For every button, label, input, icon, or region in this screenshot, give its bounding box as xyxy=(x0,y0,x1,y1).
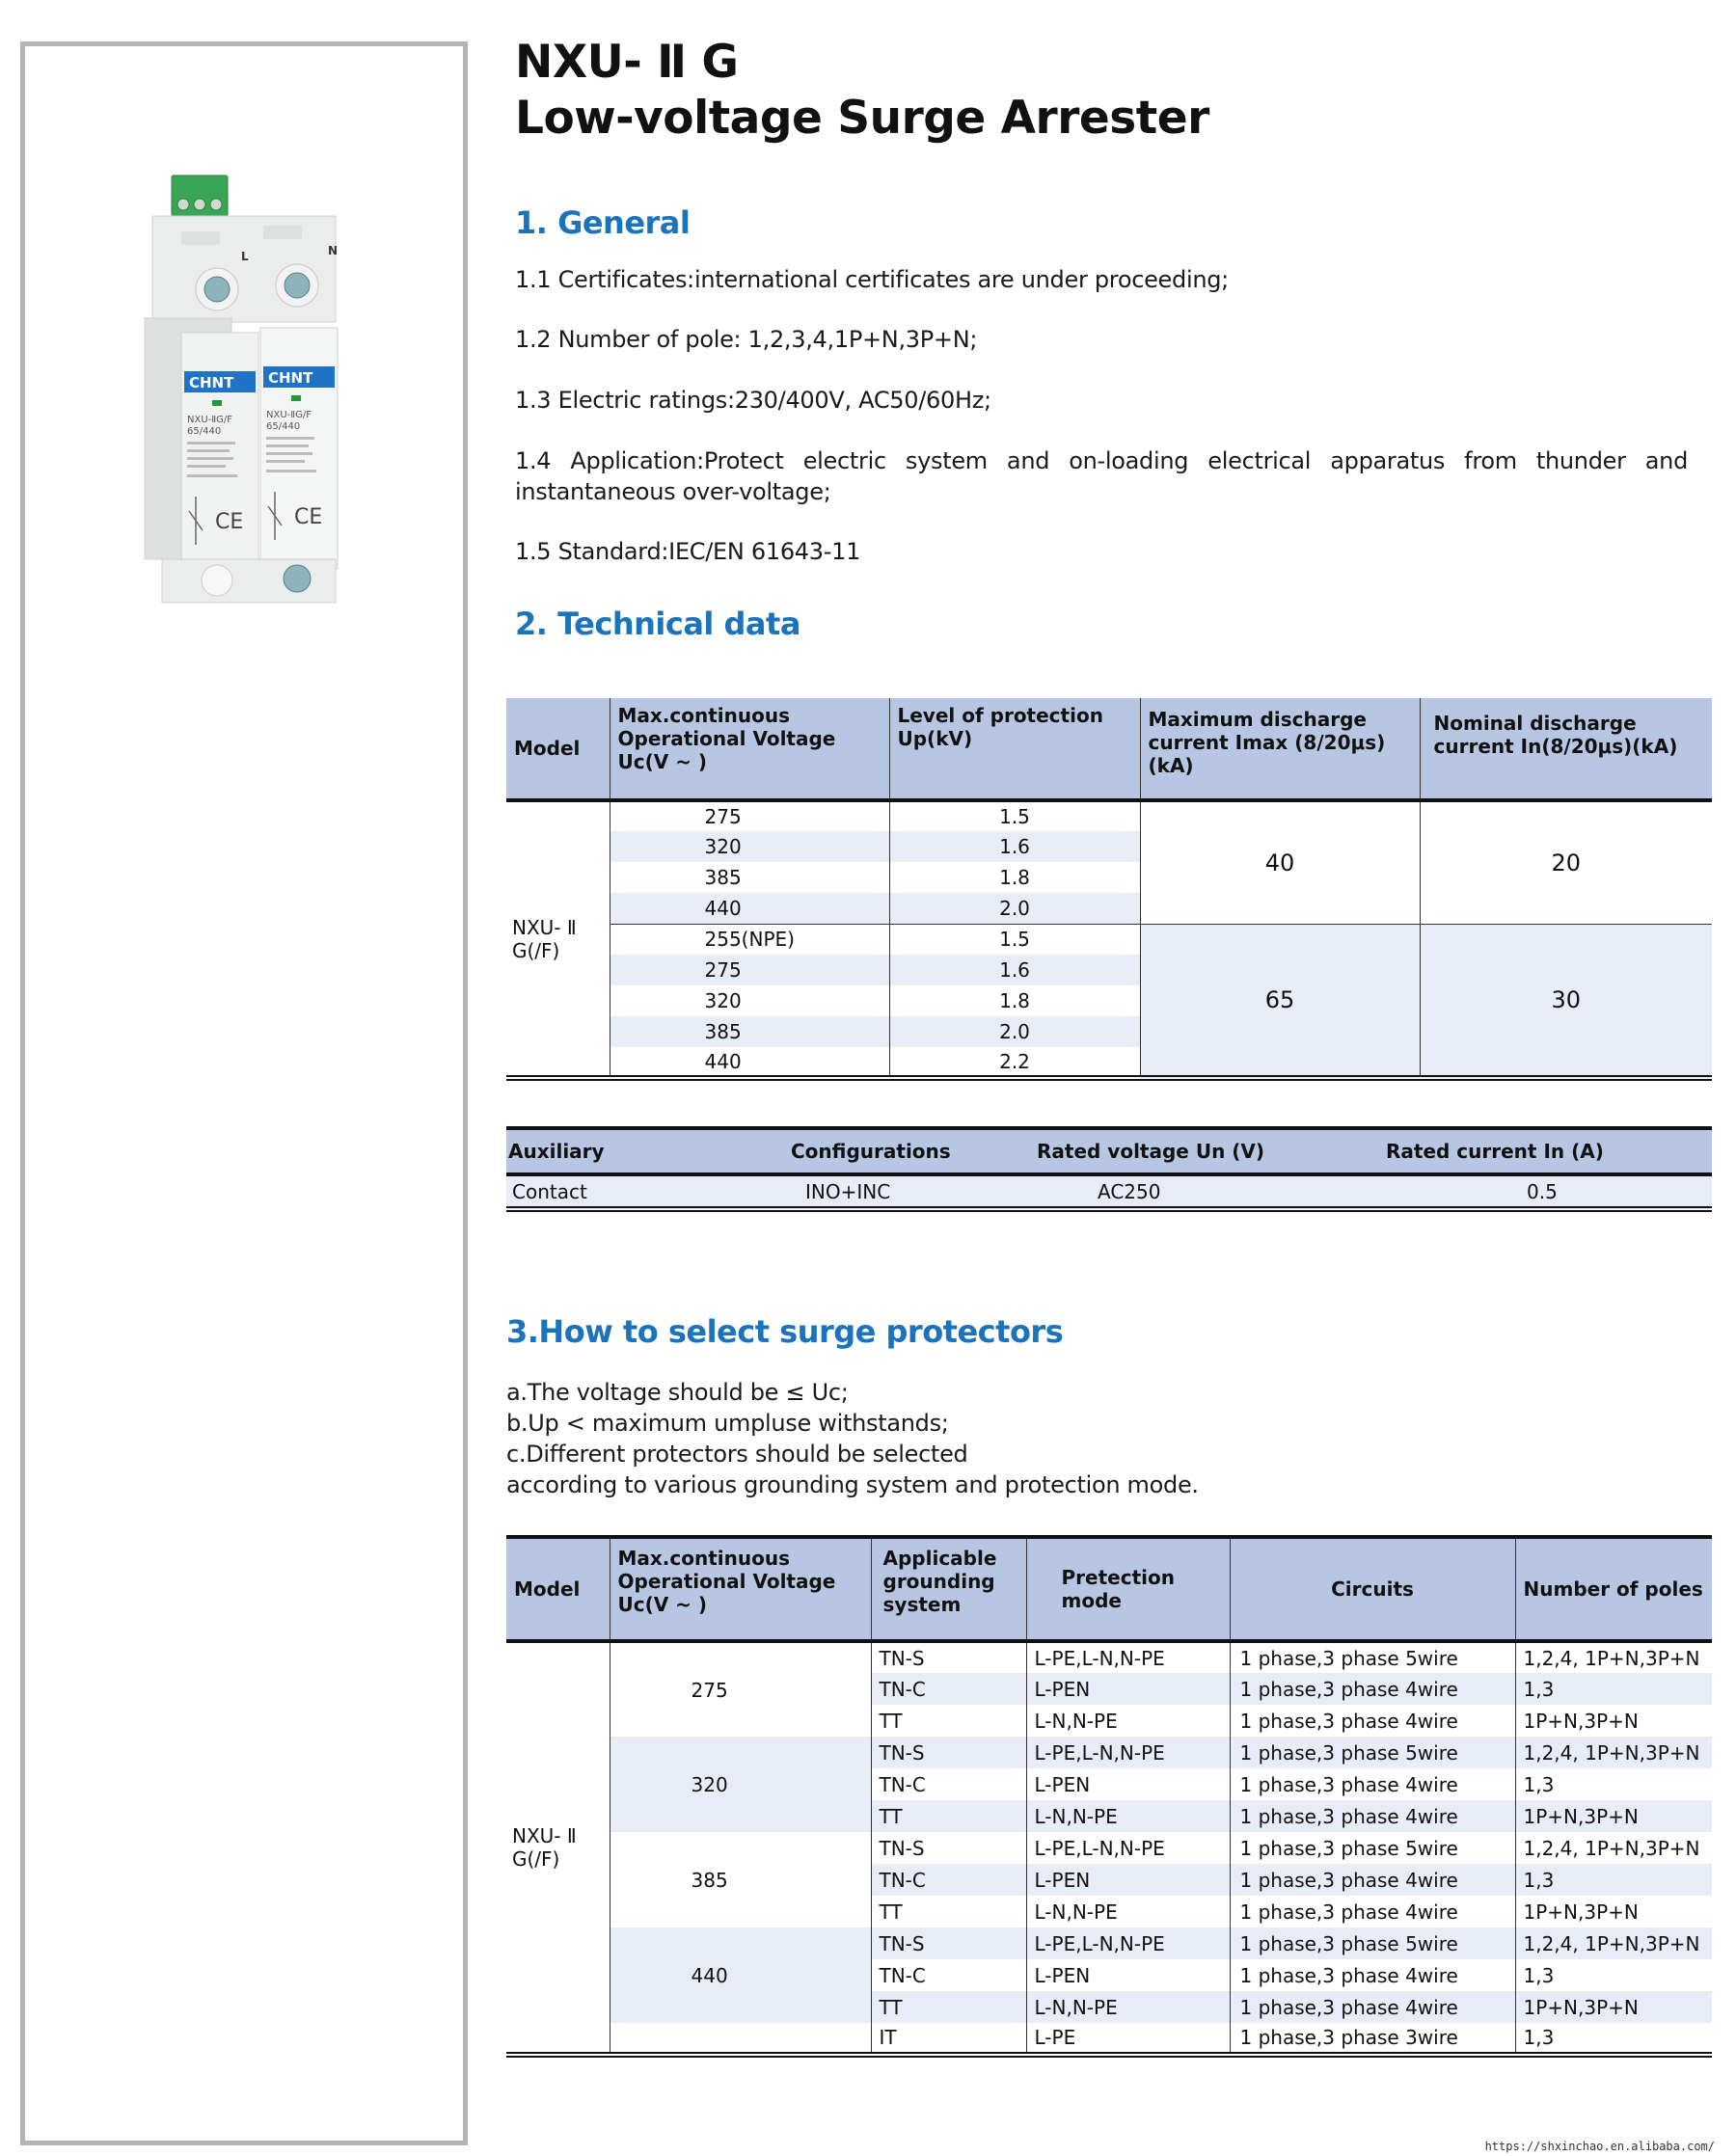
protection-mode-cell: L-PEN xyxy=(1026,1864,1230,1896)
uc-cell: 275 xyxy=(610,1641,871,1737)
section-heading-selection: 3.How to select surge protectors xyxy=(506,1313,1064,1350)
up-cell: 1.5 xyxy=(889,924,1140,955)
brand-logo-right: CHNT xyxy=(268,369,313,387)
col-header-model: Model xyxy=(506,696,610,800)
in-cell: 30 xyxy=(1420,924,1712,1078)
selection-table-row xyxy=(506,1641,1712,1673)
protection-mode-cell: L-PE,L-N,N-PE xyxy=(1026,1832,1230,1864)
uc-cell: 440 xyxy=(610,1047,889,1078)
uc-cell: 275 xyxy=(610,800,889,831)
aux-header-configurations: Configurations xyxy=(762,1128,1017,1174)
circuits-cell: 1 phase,3 phase 4wire xyxy=(1230,1673,1515,1705)
sel-header-protection-mode: Pretection mode xyxy=(1026,1537,1230,1641)
selection-table-row xyxy=(506,1927,1712,1959)
selection-table-row xyxy=(506,1832,1712,1864)
circuits-cell: 1 phase,3 phase 4wire xyxy=(1230,1959,1515,1991)
up-cell: 1.6 xyxy=(889,831,1140,862)
uc-cell: 320 xyxy=(610,1737,871,1832)
grounding-cell: TT xyxy=(871,1800,1026,1832)
protection-mode-cell: L-N,N-PE xyxy=(1026,1896,1230,1927)
poles-cell: 1,2,4, 1P+N,3P+N xyxy=(1515,1832,1712,1864)
grounding-cell: TT xyxy=(871,1991,1026,2023)
aux-header-rated-voltage: Rated voltage Un (V) xyxy=(1017,1128,1374,1174)
uc-cell: 440 xyxy=(610,1927,871,2023)
circuits-cell: 1 phase,3 phase 4wire xyxy=(1230,1896,1515,1927)
protection-mode-cell: L-PE,L-N,N-PE xyxy=(1026,1927,1230,1959)
uc-cell: 385 xyxy=(610,1016,889,1047)
up-cell: 1.8 xyxy=(889,985,1140,1016)
col-header-up: Level of protection Up(kV) xyxy=(889,696,1140,800)
poles-cell: 1,2,4, 1P+N,3P+N xyxy=(1515,1927,1712,1959)
terminal-label-n: N xyxy=(328,244,339,257)
grounding-cell: IT xyxy=(871,2023,1026,2055)
ce-mark-left: CE xyxy=(215,510,244,534)
imax-cell: 65 xyxy=(1140,924,1420,1078)
section-heading-technical-data: 2. Technical data xyxy=(515,606,800,642)
poles-cell: 1,2,4, 1P+N,3P+N xyxy=(1515,1641,1712,1673)
aux-cell-auxiliary: Contact xyxy=(512,1179,587,1203)
grounding-cell: TN-S xyxy=(871,1641,1026,1673)
protection-mode-cell: L-PE,L-N,N-PE xyxy=(1026,1641,1230,1673)
brand-logo-left: CHNT xyxy=(189,374,234,391)
aux-cell-configurations: INO+INC xyxy=(805,1179,891,1203)
in-cell: 20 xyxy=(1420,800,1712,924)
circuits-cell: 1 phase,3 phase 4wire xyxy=(1230,1864,1515,1896)
sel-header-model: Model xyxy=(506,1537,610,1641)
uc-cell: 385 xyxy=(610,1832,871,1927)
protection-mode-cell: L-PEN xyxy=(1026,1673,1230,1705)
uc-cell: 440 xyxy=(610,893,889,924)
grounding-cell: TN-C xyxy=(871,1768,1026,1800)
page-title-product: Low-voltage Surge Arrester xyxy=(515,92,1209,145)
protection-mode-cell: L-PEN xyxy=(1026,1768,1230,1800)
poles-cell: 1P+N,3P+N xyxy=(1515,1896,1712,1927)
page-title-model: NXU- Ⅱ G xyxy=(515,36,739,89)
ce-mark-right: CE xyxy=(294,505,323,529)
uc-cell xyxy=(610,2023,871,2055)
module-rating-right: 65/440 xyxy=(266,421,301,432)
aux-header-rated-current: Rated current In (A) xyxy=(1374,1128,1712,1174)
general-item: 1.5 Standard:IEC/EN 61643-11 xyxy=(515,538,861,565)
up-cell: 2.2 xyxy=(889,1047,1140,1078)
circuits-cell: 1 phase,3 phase 4wire xyxy=(1230,1991,1515,2023)
uc-cell: 255(NPE) xyxy=(610,924,889,955)
circuits-cell: 1 phase,3 phase 5wire xyxy=(1230,1832,1515,1864)
model-cell: NXU- Ⅱ G(/F) xyxy=(512,915,577,962)
circuits-cell: 1 phase,3 phase 5wire xyxy=(1230,1927,1515,1959)
circuits-cell: 1 phase,3 phase 5wire xyxy=(1230,1737,1515,1768)
circuits-cell: 1 phase,3 phase 4wire xyxy=(1230,1800,1515,1832)
uc-cell: 385 xyxy=(610,862,889,893)
terminal-label-l: L xyxy=(241,250,249,263)
poles-cell: 1P+N,3P+N xyxy=(1515,1705,1712,1737)
poles-cell: 1P+N,3P+N xyxy=(1515,1991,1712,2023)
protection-mode-cell: L-N,N-PE xyxy=(1026,1991,1230,2023)
general-item: 1.2 Number of pole: 1,2,3,4,1P+N,3P+N; xyxy=(515,326,978,353)
module-label-right: NXU-ⅡG/F xyxy=(266,410,312,420)
circuits-cell: 1 phase,3 phase 5wire xyxy=(1230,1641,1515,1673)
tech-table-row xyxy=(506,924,1712,955)
grounding-cell: TT xyxy=(871,1705,1026,1737)
selection-table-row xyxy=(506,2023,1712,2055)
poles-cell: 1,3 xyxy=(1515,1673,1712,1705)
technical-data-table xyxy=(506,694,1712,1081)
product-photo xyxy=(123,164,365,607)
selection-table xyxy=(506,1535,1712,2058)
protection-mode-cell: L-PE xyxy=(1026,2023,1230,2055)
selection-rule: a.The voltage should be ≤ Uc; xyxy=(506,1379,849,1406)
selection-rule: according to various grounding system and protection mode. xyxy=(506,1471,1199,1498)
grounding-cell: TN-S xyxy=(871,1737,1026,1768)
up-cell: 2.0 xyxy=(889,893,1140,924)
protection-mode-cell: L-N,N-PE xyxy=(1026,1800,1230,1832)
auxiliary-contact-table xyxy=(506,1126,1712,1212)
grounding-cell: TN-C xyxy=(871,1673,1026,1705)
poles-cell: 1P+N,3P+N xyxy=(1515,1800,1712,1832)
selection-table-row xyxy=(506,1737,1712,1768)
module-label-left: NXU-ⅡG/F xyxy=(187,415,233,425)
protection-mode-cell: L-PE,L-N,N-PE xyxy=(1026,1737,1230,1768)
module-rating-left: 65/440 xyxy=(187,426,222,437)
source-watermark: https://shxinchao.en.alibaba.com/ xyxy=(1484,2140,1715,2153)
uc-cell: 320 xyxy=(610,831,889,862)
circuits-cell: 1 phase,3 phase 3wire xyxy=(1230,2023,1515,2055)
grounding-cell: TN-S xyxy=(871,1927,1026,1959)
general-item: 1.3 Electric ratings:230/400V, AC50/60Hz; xyxy=(515,387,991,414)
col-header-in: Nominal discharge current In(8/20μs)(kA) xyxy=(1420,696,1712,800)
protection-mode-cell: L-N,N-PE xyxy=(1026,1705,1230,1737)
protection-mode-cell: L-PEN xyxy=(1026,1959,1230,1991)
sel-header-uc: Max.continuous Operational Voltage Uc(V ~ ) xyxy=(610,1537,871,1641)
poles-cell: 1,3 xyxy=(1515,2023,1712,2055)
up-cell: 1.8 xyxy=(889,862,1140,893)
imax-cell: 40 xyxy=(1140,800,1420,924)
poles-cell: 1,3 xyxy=(1515,1864,1712,1896)
sel-header-poles: Number of poles xyxy=(1515,1537,1712,1641)
uc-cell: 275 xyxy=(610,955,889,985)
poles-cell: 1,3 xyxy=(1515,1959,1712,1991)
general-item: 1.4 Application:Protect electric system and on-loading electrical apparatus from thunder and instantaneous over-voltage; xyxy=(515,447,1688,505)
selection-rule: b.Up < maximum umpluse withstands; xyxy=(506,1410,949,1437)
col-header-imax: Maximum discharge current Imax (8/20μs)(kA) xyxy=(1140,696,1420,800)
up-cell: 2.0 xyxy=(889,1016,1140,1047)
col-header-uc: Max.continuous Operational Voltage Uc(V ~ ) xyxy=(610,696,889,800)
section-heading-general: 1. General xyxy=(515,204,691,241)
circuits-cell: 1 phase,3 phase 4wire xyxy=(1230,1705,1515,1737)
model-cell: NXU- Ⅱ G(/F) xyxy=(512,1824,577,1871)
grounding-cell: TN-C xyxy=(871,1959,1026,1991)
grounding-cell: TN-S xyxy=(871,1832,1026,1864)
up-cell: 1.6 xyxy=(889,955,1140,985)
poles-cell: 1,3 xyxy=(1515,1768,1712,1800)
sel-header-circuits: Circuits xyxy=(1230,1537,1515,1641)
grounding-cell: TT xyxy=(871,1896,1026,1927)
poles-cell: 1,2,4, 1P+N,3P+N xyxy=(1515,1737,1712,1768)
aux-cell-rated-voltage: AC250 xyxy=(1098,1179,1161,1203)
grounding-cell: TN-C xyxy=(871,1864,1026,1896)
uc-cell: 320 xyxy=(610,985,889,1016)
general-item: 1.1 Certificates:international certificates are under proceeding; xyxy=(515,266,1229,293)
aux-cell-rated-current: 0.5 xyxy=(1527,1179,1558,1203)
selection-rule: c.Different protectors should be selected xyxy=(506,1441,968,1468)
tech-table-row xyxy=(506,800,1712,831)
circuits-cell: 1 phase,3 phase 4wire xyxy=(1230,1768,1515,1800)
sel-header-grounding: Applicable grounding system xyxy=(871,1537,1026,1641)
up-cell: 1.5 xyxy=(889,800,1140,831)
aux-header-auxiliary: Auxiliary xyxy=(506,1128,762,1174)
